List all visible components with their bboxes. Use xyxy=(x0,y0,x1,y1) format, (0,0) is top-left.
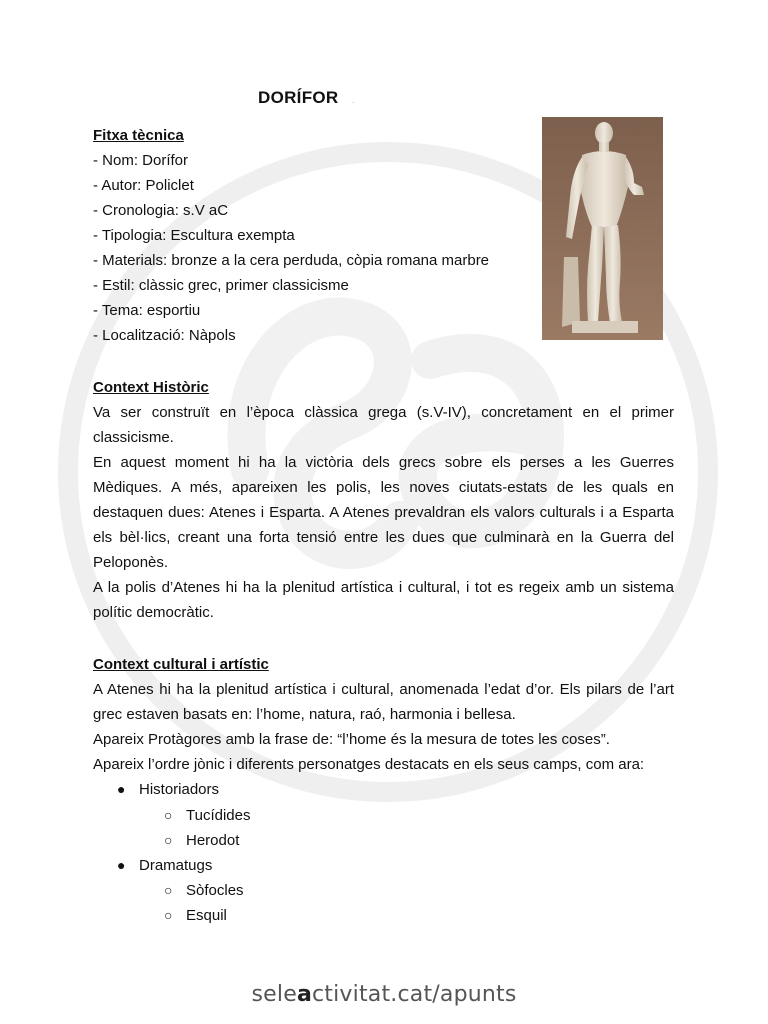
circle-bullet-icon: ○ xyxy=(164,882,173,898)
paragraph: Va ser construït en l’època clàssica grega (s.V-IV), concretament en el primer classicisme. xyxy=(93,404,674,446)
fitxa-line: - Materials: bronze a la cera perduda, còpia romana marbre xyxy=(93,252,490,269)
fitxa-line: - Localització: Nàpols xyxy=(93,327,236,344)
list-item-label: Historiadors xyxy=(139,781,220,798)
title-mark: . xyxy=(352,96,355,105)
sub-list-item xyxy=(164,882,244,899)
context-historic-body xyxy=(93,400,674,625)
circle-bullet-icon: ○ xyxy=(164,832,173,848)
paragraph: Apareix l’ordre jònic i diferents personatges destacats en els seus camps, com ara: xyxy=(93,756,645,773)
circle-bullet-icon: ○ xyxy=(164,807,173,823)
sub-list-item xyxy=(164,907,227,924)
paragraph: En aquest moment hi ha la victòria dels grecs sobre els perses a les Guerres Mèdiques. A més, apareixen les polis, les noves ciutats-estats de les quals en destaquen dues: Atenes i Esparta. A Atenes prevaldran els valors culturals i a Esparta els bèl·lics, creant una forta tensió entre les dues que culminarà en la Guerra del Peloponès. xyxy=(93,454,674,571)
fitxa-line: - Estil: clàssic grec, primer classicisme xyxy=(93,277,349,294)
context-cultural-body xyxy=(93,677,674,777)
sub-list-item xyxy=(164,807,251,824)
fitxa-line: - Nom: Dorífor xyxy=(93,152,189,169)
list-item-label: Dramatugs xyxy=(139,857,213,874)
list-item-label: Sòfocles xyxy=(186,882,244,899)
list-item-label: Herodot xyxy=(186,832,240,849)
fitxa-line: - Cronologia: s.V aC xyxy=(93,202,229,219)
circle-bullet-icon: ○ xyxy=(164,907,173,923)
context-historic-heading: Context Històric xyxy=(93,379,209,396)
paragraph: Apareix Protàgores amb la frase de: “l’home és la mesura de totes les coses”. xyxy=(93,731,610,748)
list-item xyxy=(117,857,213,874)
footer-text-bold: a xyxy=(296,982,312,1007)
footer-brand[interactable] xyxy=(0,982,768,1007)
page-title: DORÍFOR xyxy=(258,88,339,107)
fitxa-line: - Tipologia: Escultura exempta xyxy=(93,227,295,244)
bullet-icon: ● xyxy=(117,781,126,797)
context-cultural-heading: Context cultural i artístic xyxy=(93,656,269,673)
list-item-label: Esquil xyxy=(186,907,227,924)
list-item-label: Tucídides xyxy=(186,807,251,824)
fitxa-line: - Autor: Policlet xyxy=(93,177,194,194)
paragraph: A la polis d’Atenes hi ha la plenitud artística i cultural, i tot es regeix amb un sistema polític democràtic. xyxy=(93,579,674,621)
doryphoros-statue-image xyxy=(542,117,663,340)
list-item xyxy=(117,781,220,798)
paragraph: A Atenes hi ha la plenitud artística i cultural, anomenada l’edat d’or. Els pilars de l’art grec estaven basats en: l’home, natura, raó, harmonia i bellesa. xyxy=(93,681,674,723)
sub-list-item xyxy=(164,832,240,849)
footer-text-post: ctivitat.cat/apunts xyxy=(311,982,517,1007)
fitxa-line: - Tema: esportiu xyxy=(93,302,201,319)
fitxa-heading: Fitxa tècnica xyxy=(93,127,184,144)
bullet-icon: ● xyxy=(117,857,126,873)
footer-text-pre: sele xyxy=(251,982,297,1007)
